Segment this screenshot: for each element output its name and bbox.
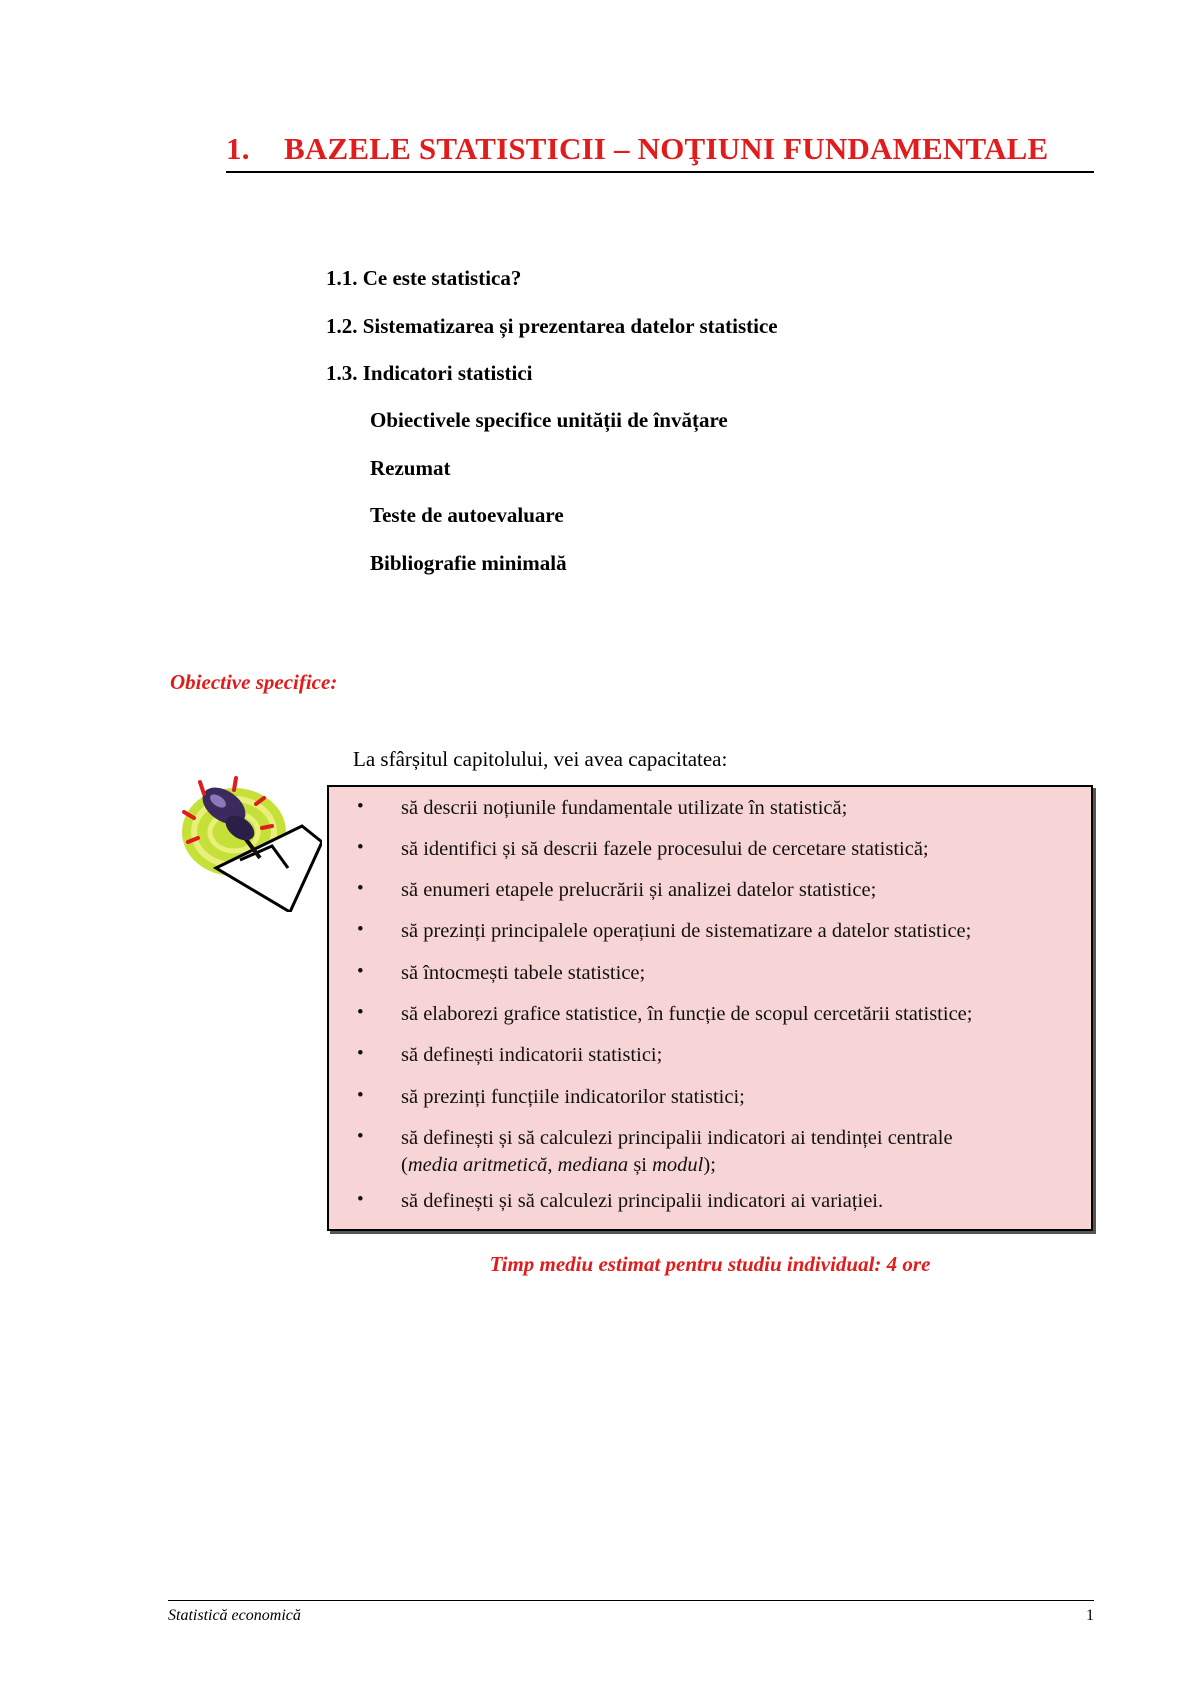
objective-text: să prezinți funcțiile indicatorilor statistici;	[401, 1086, 745, 1108]
toc-item: Obiectivele specifice unității de învățare	[370, 408, 728, 432]
toc-item: 1.1. Ce este statistica?	[326, 266, 522, 290]
page-footer	[168, 1600, 1094, 1625]
objective-text: să enumeri etapele prelucrării și analizei datelor statistice;	[401, 879, 877, 901]
list-item	[357, 918, 1063, 945]
list-item	[357, 836, 1063, 863]
list-item	[357, 1188, 1063, 1215]
toc-item: Bibliografie minimală	[370, 551, 567, 575]
objective-text: să descrii noțiunile fundamentale utilizate în statistică;	[401, 797, 848, 819]
bullet-icon: •	[357, 1002, 364, 1023]
toc-item: Teste de autoevaluare	[370, 503, 564, 527]
term-mediana: mediana	[557, 1153, 629, 1176]
bullet-icon: •	[357, 1043, 364, 1064]
bullet-icon: •	[357, 919, 364, 940]
pushpin-note-icon	[176, 776, 322, 912]
bullet-icon: •	[357, 796, 364, 817]
chapter-heading	[226, 130, 1094, 173]
chapter-title-text: BAZELE STATISTICII – NOŢIUNI FUNDAMENTALE	[284, 131, 1049, 166]
bullet-icon: •	[357, 961, 364, 982]
objective-text: să definești și să calculezi principalii indicatori ai variației.	[401, 1190, 884, 1212]
objective-text: să întocmești tabele statistice;	[401, 962, 646, 984]
bullet-icon: •	[357, 1085, 364, 1106]
page-number: 1	[1086, 1607, 1094, 1624]
term-modul: modul	[652, 1153, 704, 1176]
toc-item: Rezumat	[370, 456, 451, 480]
chapter-title	[226, 130, 1094, 167]
bullet-icon: •	[357, 878, 364, 899]
list-item	[357, 877, 1063, 904]
separator: și	[628, 1153, 653, 1176]
objective-text: să definești indicatorii statistici;	[401, 1044, 663, 1066]
objective-text: să identifici și să descrii fazele procesului de cercetare statistică;	[401, 838, 929, 860]
objective-text: să prezinți principalele operațiuni de sistematizare a datelor statistice;	[401, 920, 972, 942]
bullet-icon: •	[357, 837, 364, 858]
objectives-box	[327, 785, 1093, 1231]
list-item	[357, 1001, 1063, 1028]
list-item	[357, 1084, 1063, 1111]
objective-text: să elaborezi grafice statistice, în funcție de scopul cercetării statistice;	[401, 1003, 973, 1025]
list-item	[357, 1042, 1063, 1069]
separator: ,	[547, 1153, 558, 1176]
bullet-icon: •	[357, 1126, 364, 1147]
objectives-label: Obiective specifice:	[170, 670, 338, 694]
footer-title: Statistică economică	[168, 1607, 301, 1624]
list-item	[357, 960, 1063, 987]
study-time-note: Timp mediu estimat pentru studiu individual: 4 ore	[489, 1252, 931, 1276]
toc-item: 1.2. Sistematizarea și prezentarea datelor statistice	[326, 314, 778, 338]
chapter-number: 1.	[226, 131, 250, 166]
list-item	[357, 795, 1063, 822]
paren-close: );	[703, 1153, 716, 1176]
bullet-icon: •	[357, 1189, 364, 1210]
term-media-aritmetica: media aritmetică	[407, 1153, 548, 1176]
toc-item: 1.3. Indicatori statistici	[326, 361, 533, 385]
objective-text-line2	[401, 1154, 716, 1176]
paren-open: (	[401, 1153, 408, 1176]
objectives-intro: La sfârșitul capitolului, vei avea capacitatea:	[353, 747, 728, 771]
objective-text-line1: să definești și să calculezi principalii indicatori ai tendinței centrale	[401, 1127, 953, 1149]
list-item	[357, 1125, 1063, 1178]
objective-text	[401, 1125, 1063, 1178]
